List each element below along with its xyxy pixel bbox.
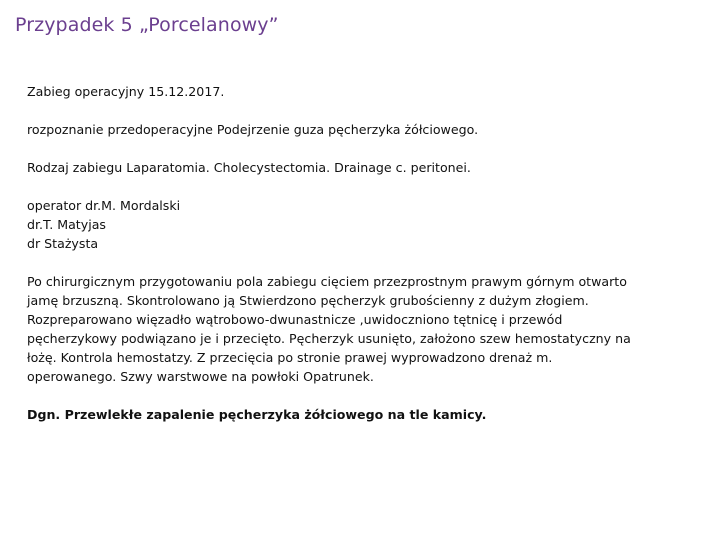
procedure-description [27,272,677,386]
final-diagnosis: Dgn. Przewlekłe zapalenie pęcherzyka żółciowego na tle kamicy. [27,407,487,422]
procedure-type: Rodzaj zabiegu Laparatomia. Cholecystectomia. Drainage c. peritonei. [27,160,471,175]
surgical-team [27,196,677,253]
description-line: pęcherzykowy podwiązano je i przecięto. Pęcherzyk usunięto, założono szew hemostatyczny na [27,331,631,346]
team-member-trainee: dr Stażysta [27,236,99,251]
description-line: Po chirurgicznym przygotowaniu pola zabiegu cięciem przezprostnym prawym górnym otwarto [27,274,627,289]
slide-title: Przypadek 5 „Porcelanowy” [15,14,279,36]
case-content [27,82,677,424]
description-line: jamę brzuszną. Skontrolowano ją Stwierdzono pęcherzyk grubościenny z dużym złogiem. [27,293,589,308]
team-member-operator: operator dr.M. Mordalski [27,198,181,213]
preop-diagnosis: rozpoznanie przedoperacyjne Podejrzenie guza pęcherzyka żółciowego. [27,122,479,137]
team-member-assistant: dr.T. Matyjas [27,217,106,232]
description-line: łożę. Kontrola hemostatzy. Z przecięcia po stronie prawej wyprowadzono drenaż m. [27,350,553,365]
description-line: Rozpreparowano więzadło wątrobowo-dwunastnicze ,uwidoczniono tętnicę i przewód [27,312,563,327]
description-line: operowanego. Szwy warstwowe na powłoki Opatrunek. [27,369,374,384]
surgery-date: Zabieg operacyjny 15.12.2017. [27,84,225,99]
